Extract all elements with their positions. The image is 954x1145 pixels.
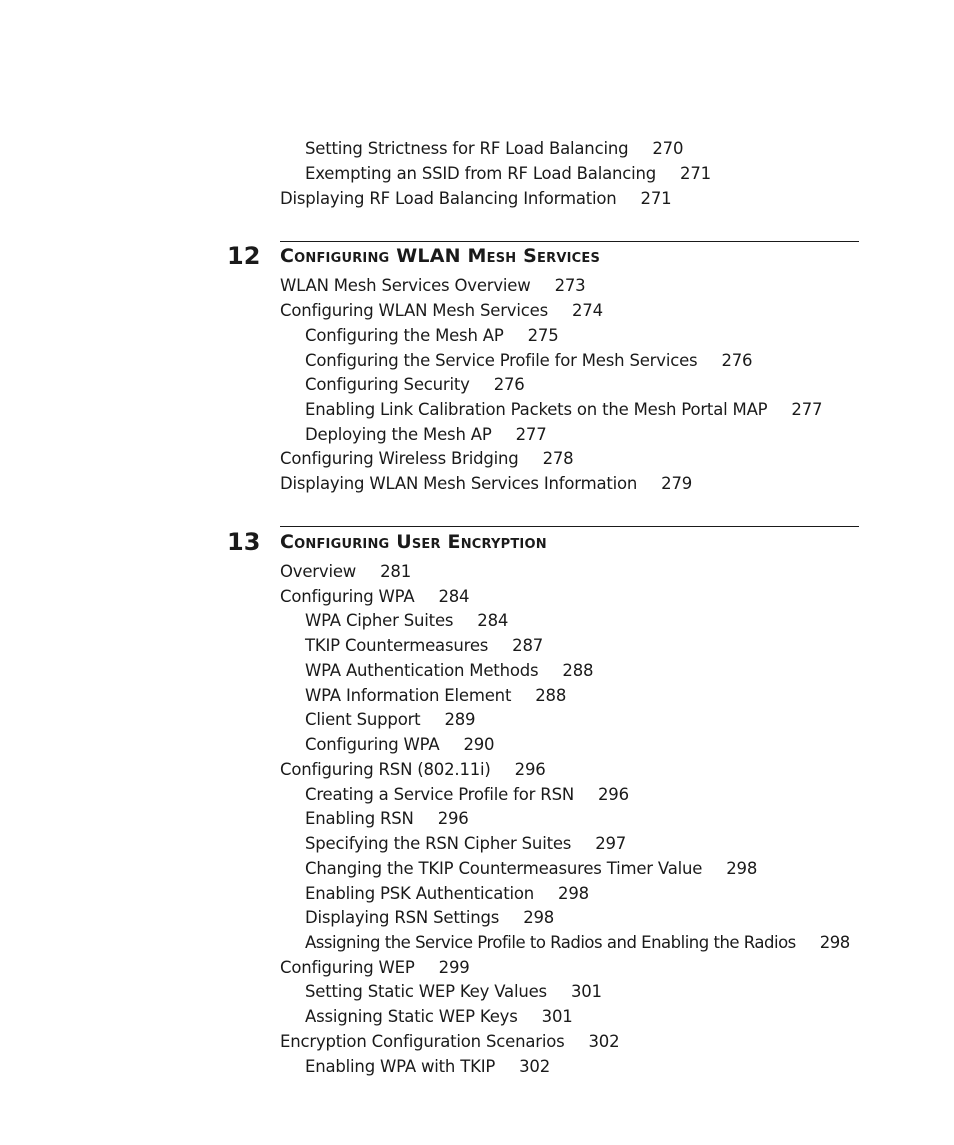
toc-entry-title: Assigning the Service Profile to Radios and Enabling the Radios bbox=[305, 933, 796, 952]
toc-entry-page: 276 bbox=[493, 375, 525, 394]
toc-entry-title: Overview bbox=[280, 562, 357, 581]
toc-entry bbox=[305, 1057, 550, 1077]
toc-entry-title: Displaying RF Load Balancing Information bbox=[280, 189, 617, 208]
toc-entry-title: WPA Authentication Methods bbox=[305, 661, 539, 680]
chapter-number: 13 bbox=[227, 528, 261, 556]
toc-entry-title: Configuring WEP bbox=[280, 958, 415, 977]
toc-entry-title: Setting Strictness for RF Load Balancing bbox=[305, 139, 629, 158]
toc-entry bbox=[305, 686, 566, 706]
toc-entry bbox=[305, 982, 602, 1002]
toc-entry-title: Configuring WLAN Mesh Services bbox=[280, 301, 548, 320]
toc-entry-page: 297 bbox=[595, 834, 627, 853]
toc-entry-page: 302 bbox=[588, 1032, 620, 1051]
toc-entry-page: 296 bbox=[597, 785, 629, 804]
toc-entry-page: 298 bbox=[726, 859, 758, 878]
toc-entry bbox=[305, 351, 752, 371]
toc-entry-page: 301 bbox=[570, 982, 602, 1001]
toc-entry bbox=[305, 326, 559, 346]
toc-entry bbox=[280, 760, 546, 780]
toc-entry-page: 284 bbox=[477, 611, 509, 630]
toc-entry bbox=[305, 859, 757, 879]
toc-entry-title: Configuring Wireless Bridging bbox=[280, 449, 519, 468]
toc-entry bbox=[280, 958, 470, 978]
toc-entry bbox=[280, 189, 671, 209]
toc-entry-page: 277 bbox=[515, 425, 547, 444]
toc-entry-title: Configuring the Mesh AP bbox=[305, 326, 504, 345]
toc-entry-title: Client Support bbox=[305, 710, 421, 729]
toc-entry bbox=[305, 400, 822, 420]
toc-entry-page: 288 bbox=[562, 661, 594, 680]
toc-entry bbox=[305, 710, 475, 730]
toc-entry-page: 284 bbox=[438, 587, 470, 606]
toc-entry-title: Configuring the Service Profile for Mesh Services bbox=[305, 351, 698, 370]
toc-entry-page: 271 bbox=[680, 164, 711, 183]
toc-entry-page: 288 bbox=[535, 686, 567, 705]
toc-entry bbox=[280, 449, 573, 469]
toc-entry-title: Encryption Configuration Scenarios bbox=[280, 1032, 565, 1051]
toc-entry-page: 275 bbox=[527, 326, 559, 345]
toc-entry bbox=[305, 1007, 573, 1027]
toc-entry-title: Configuring WPA bbox=[280, 587, 415, 606]
toc-entry-title: Configuring WPA bbox=[305, 735, 440, 754]
toc-entry-title: Setting Static WEP Key Values bbox=[305, 982, 547, 1001]
chapter-divider bbox=[280, 526, 859, 527]
toc-entry bbox=[280, 301, 603, 321]
toc-entry-page: 271 bbox=[640, 189, 672, 208]
toc-entry-title: Enabling WPA with TKIP bbox=[305, 1057, 496, 1076]
toc-entry-title: WLAN Mesh Services Overview bbox=[280, 276, 531, 295]
toc-entry bbox=[280, 276, 585, 296]
toc-entry bbox=[305, 884, 589, 904]
toc-entry-page: 290 bbox=[463, 735, 495, 754]
toc-entry-page: 270 bbox=[652, 139, 684, 158]
toc-entry bbox=[305, 611, 508, 631]
toc-entry-title: Enabling RSN bbox=[305, 809, 414, 828]
toc-entry bbox=[305, 908, 554, 928]
toc-entry-title: Deploying the Mesh AP bbox=[305, 425, 492, 444]
toc-entry-page: 273 bbox=[554, 276, 586, 295]
toc-entry bbox=[305, 735, 494, 755]
toc-entry-title: Configuring Security bbox=[305, 375, 470, 394]
toc-entry-title: Assigning Static WEP Keys bbox=[305, 1007, 518, 1026]
toc-entry bbox=[305, 834, 626, 854]
chapter-title: Configuring User Encryption bbox=[280, 531, 547, 553]
toc-entry-page: 276 bbox=[721, 351, 753, 370]
toc-entry-title: WPA Cipher Suites bbox=[305, 611, 454, 630]
toc-entry-page: 281 bbox=[380, 562, 411, 581]
toc-entry bbox=[305, 425, 547, 445]
toc-entry-page: 278 bbox=[542, 449, 574, 468]
toc-entry-page: 289 bbox=[444, 710, 476, 729]
toc-entry bbox=[305, 636, 543, 656]
toc-entry bbox=[280, 1032, 619, 1052]
toc-entry bbox=[280, 474, 692, 494]
toc-entry-page: 302 bbox=[519, 1057, 551, 1076]
toc-entry-title: Enabling PSK Authentication bbox=[305, 884, 535, 903]
toc-entry-title: Changing the TKIP Countermeasures Timer Value bbox=[305, 859, 703, 878]
chapter-number: 12 bbox=[227, 242, 261, 270]
toc-entry-title: Creating a Service Profile for RSN bbox=[305, 785, 574, 804]
toc-entry-page: 298 bbox=[558, 884, 589, 903]
toc-entry-title: TKIP Countermeasures bbox=[305, 636, 489, 655]
toc-entry-page: 298 bbox=[523, 908, 555, 927]
toc-entry bbox=[305, 785, 629, 805]
toc-entry bbox=[305, 933, 850, 953]
toc-entry-page: 279 bbox=[661, 474, 693, 493]
toc-entry-page: 296 bbox=[437, 809, 469, 828]
toc-entry bbox=[305, 661, 593, 681]
toc-entry-page: 296 bbox=[514, 760, 546, 779]
toc-entry bbox=[280, 587, 469, 607]
toc-entry-title: Specifying the RSN Cipher Suites bbox=[305, 834, 572, 853]
toc-entry-page: 277 bbox=[791, 400, 823, 419]
toc-entry-title: Exempting an SSID from RF Load Balancing bbox=[305, 164, 657, 183]
toc-entry-page: 287 bbox=[512, 636, 544, 655]
toc-entry-page: 301 bbox=[541, 1007, 573, 1026]
toc-entry-page: 299 bbox=[438, 958, 470, 977]
toc-entry-title: Displaying RSN Settings bbox=[305, 908, 500, 927]
toc-entry bbox=[305, 375, 525, 395]
chapter-title: Configuring WLAN Mesh Services bbox=[280, 245, 601, 267]
toc-entry bbox=[305, 139, 683, 159]
toc-entry-title: Displaying WLAN Mesh Services Information bbox=[280, 474, 638, 493]
toc-entry bbox=[280, 562, 411, 582]
toc-entry-page: 298 bbox=[819, 933, 850, 952]
toc-entry bbox=[305, 809, 469, 829]
toc-entry-page: 274 bbox=[571, 301, 603, 320]
toc-entry-title: WPA Information Element bbox=[305, 686, 512, 705]
toc-entry-title: Enabling Link Calibration Packets on the Mesh Portal MAP bbox=[305, 400, 768, 419]
toc-entry bbox=[305, 164, 711, 184]
toc-entry-title: Configuring RSN (802.11i) bbox=[280, 760, 491, 779]
